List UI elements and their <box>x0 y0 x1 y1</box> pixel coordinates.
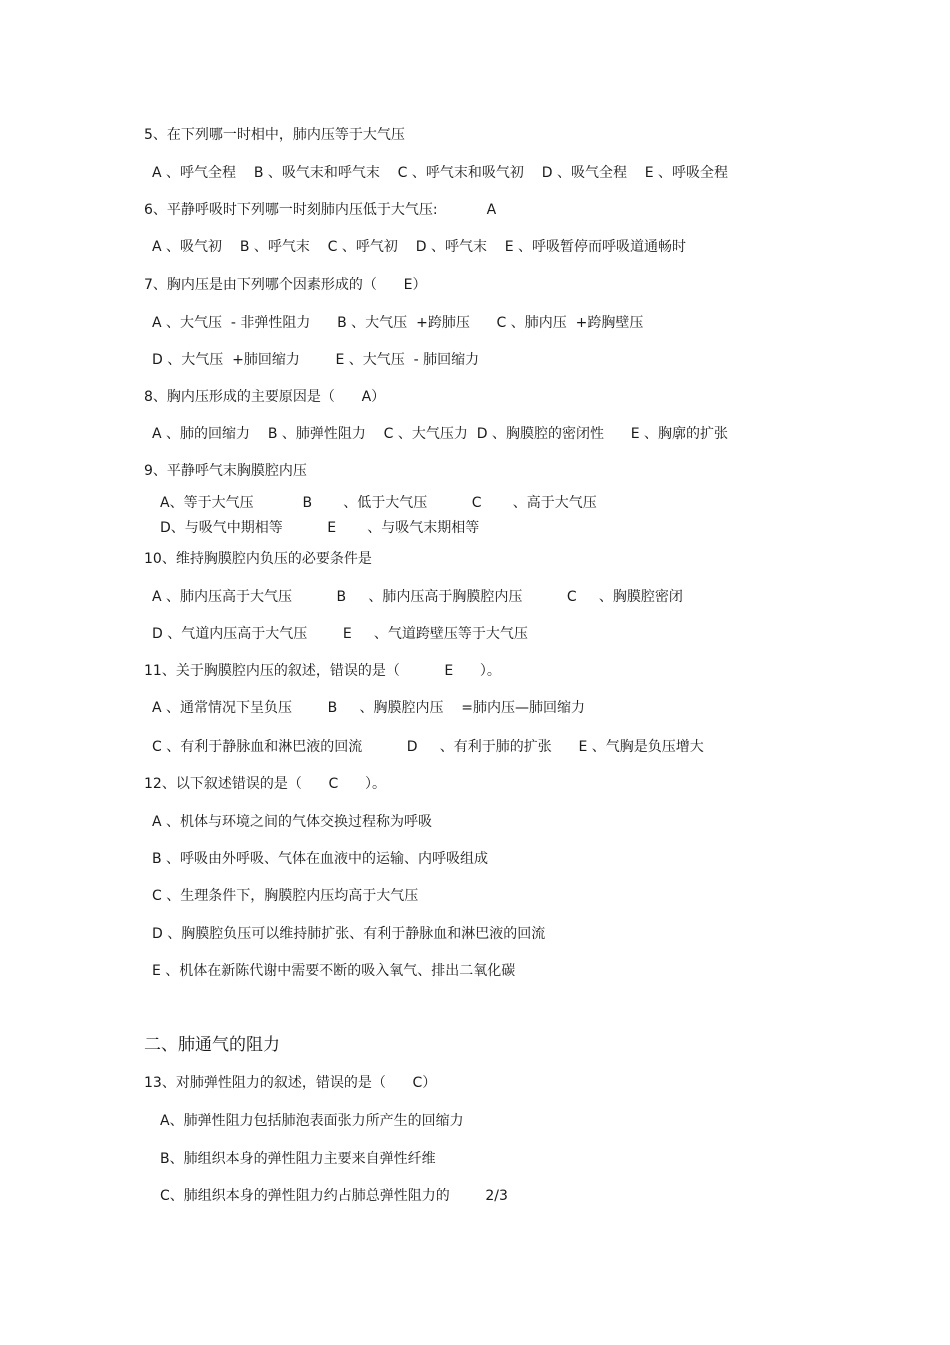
question-12: 12、以下叙述错误的是（ C ）。 <box>144 776 386 792</box>
question-12-option-a: A 、机体与环境之间的气体交换过程称为呼吸 <box>152 814 433 830</box>
question-12-option-d: D 、胸膜腔负压可以维持肺扩张、有利于静脉血和淋巴液的回流 <box>152 926 546 942</box>
question-12-option-e: E 、机体在新陈代谢中需要不断的吸入氧气、排出二氧化碳 <box>152 963 516 979</box>
question-13-option-a: A、肺弹性阻力包括肺泡表面张力所产生的回缩力 <box>160 1113 464 1129</box>
section-heading: 二、肺通气的阻力 <box>144 1035 280 1055</box>
question-13-option-c: C、肺组织本身的弹性阻力约占肺总弹性阻力的 2/3 <box>160 1188 508 1204</box>
question-9-options-row-1: A、等于大气压 B 、低于大气压 C 、高于大气压 <box>160 495 597 511</box>
question-10: 10、维持胸膜腔内负压的必要条件是 <box>144 551 372 567</box>
question-12-option-b: B 、呼吸由外呼吸、气体在血液中的运输、内呼吸组成 <box>152 851 489 867</box>
question-11-options-row-1: A 、通常情况下呈负压 B 、胸膜腔内压 =肺内压—肺回缩力 <box>152 700 586 716</box>
question-5-options: A 、呼气全程 B 、吸气末和呼气末 C 、呼气末和吸气初 D 、吸气全程 E 、呼吸全程 <box>152 165 729 181</box>
question-8: 8、胸内压形成的主要原因是（ A） <box>144 389 386 405</box>
question-9-options-row-2: D、与吸气中期相等 E 、与吸气末期相等 <box>160 520 480 536</box>
question-6-options: A 、吸气初 B 、呼气末 C 、呼气初 D 、呼气末 E 、呼吸暂停而呼吸道通畅时 <box>152 239 687 255</box>
question-7: 7、胸内压是由下列哪个因素形成的（ E） <box>144 277 427 293</box>
question-9: 9、平静呼气末胸膜腔内压 <box>144 463 307 479</box>
question-7-options-row-1: A 、大气压 - 非弹性阻力 B 、大气压 +跨肺压 C 、肺内压 +跨胸壁压 <box>152 315 644 331</box>
question-10-options-row-1: A 、肺内压高于大气压 B 、肺内压高于胸膜腔内压 C 、胸膜腔密闭 <box>152 589 683 605</box>
question-12-option-c: C 、生理条件下，胸膜腔内压均高于大气压 <box>152 888 419 904</box>
question-10-options-row-2: D 、气道内压高于大气压 E 、气道跨壁压等于大气压 <box>152 626 528 642</box>
question-8-options: A 、肺的回缩力 B 、肺弹性阻力 C 、大气压力 D 、胸膜腔的密闭性 E 、胸廓的扩张 <box>152 426 729 442</box>
question-7-options-row-2: D 、大气压 +肺回缩力 E 、大气压 - 肺回缩力 <box>152 352 480 368</box>
question-13-option-b: B、肺组织本身的弹性阻力主要来自弹性纤维 <box>160 1151 436 1167</box>
question-13: 13、对肺弹性阻力的叙述，错误的是（ C） <box>144 1075 437 1091</box>
question-5: 5、在下列哪一时相中，肺内压等于大气压 <box>144 127 405 143</box>
question-11: 11、关于胸膜腔内压的叙述，错误的是（ E ）。 <box>144 663 501 679</box>
question-11-options-row-2: C 、有利于静脉血和淋巴液的回流 D 、有利于肺的扩张 E 、气胸是负压增大 <box>152 739 704 755</box>
question-6: 6、平静呼吸时下列哪一时刻肺内压低于大气压: A <box>144 202 497 218</box>
